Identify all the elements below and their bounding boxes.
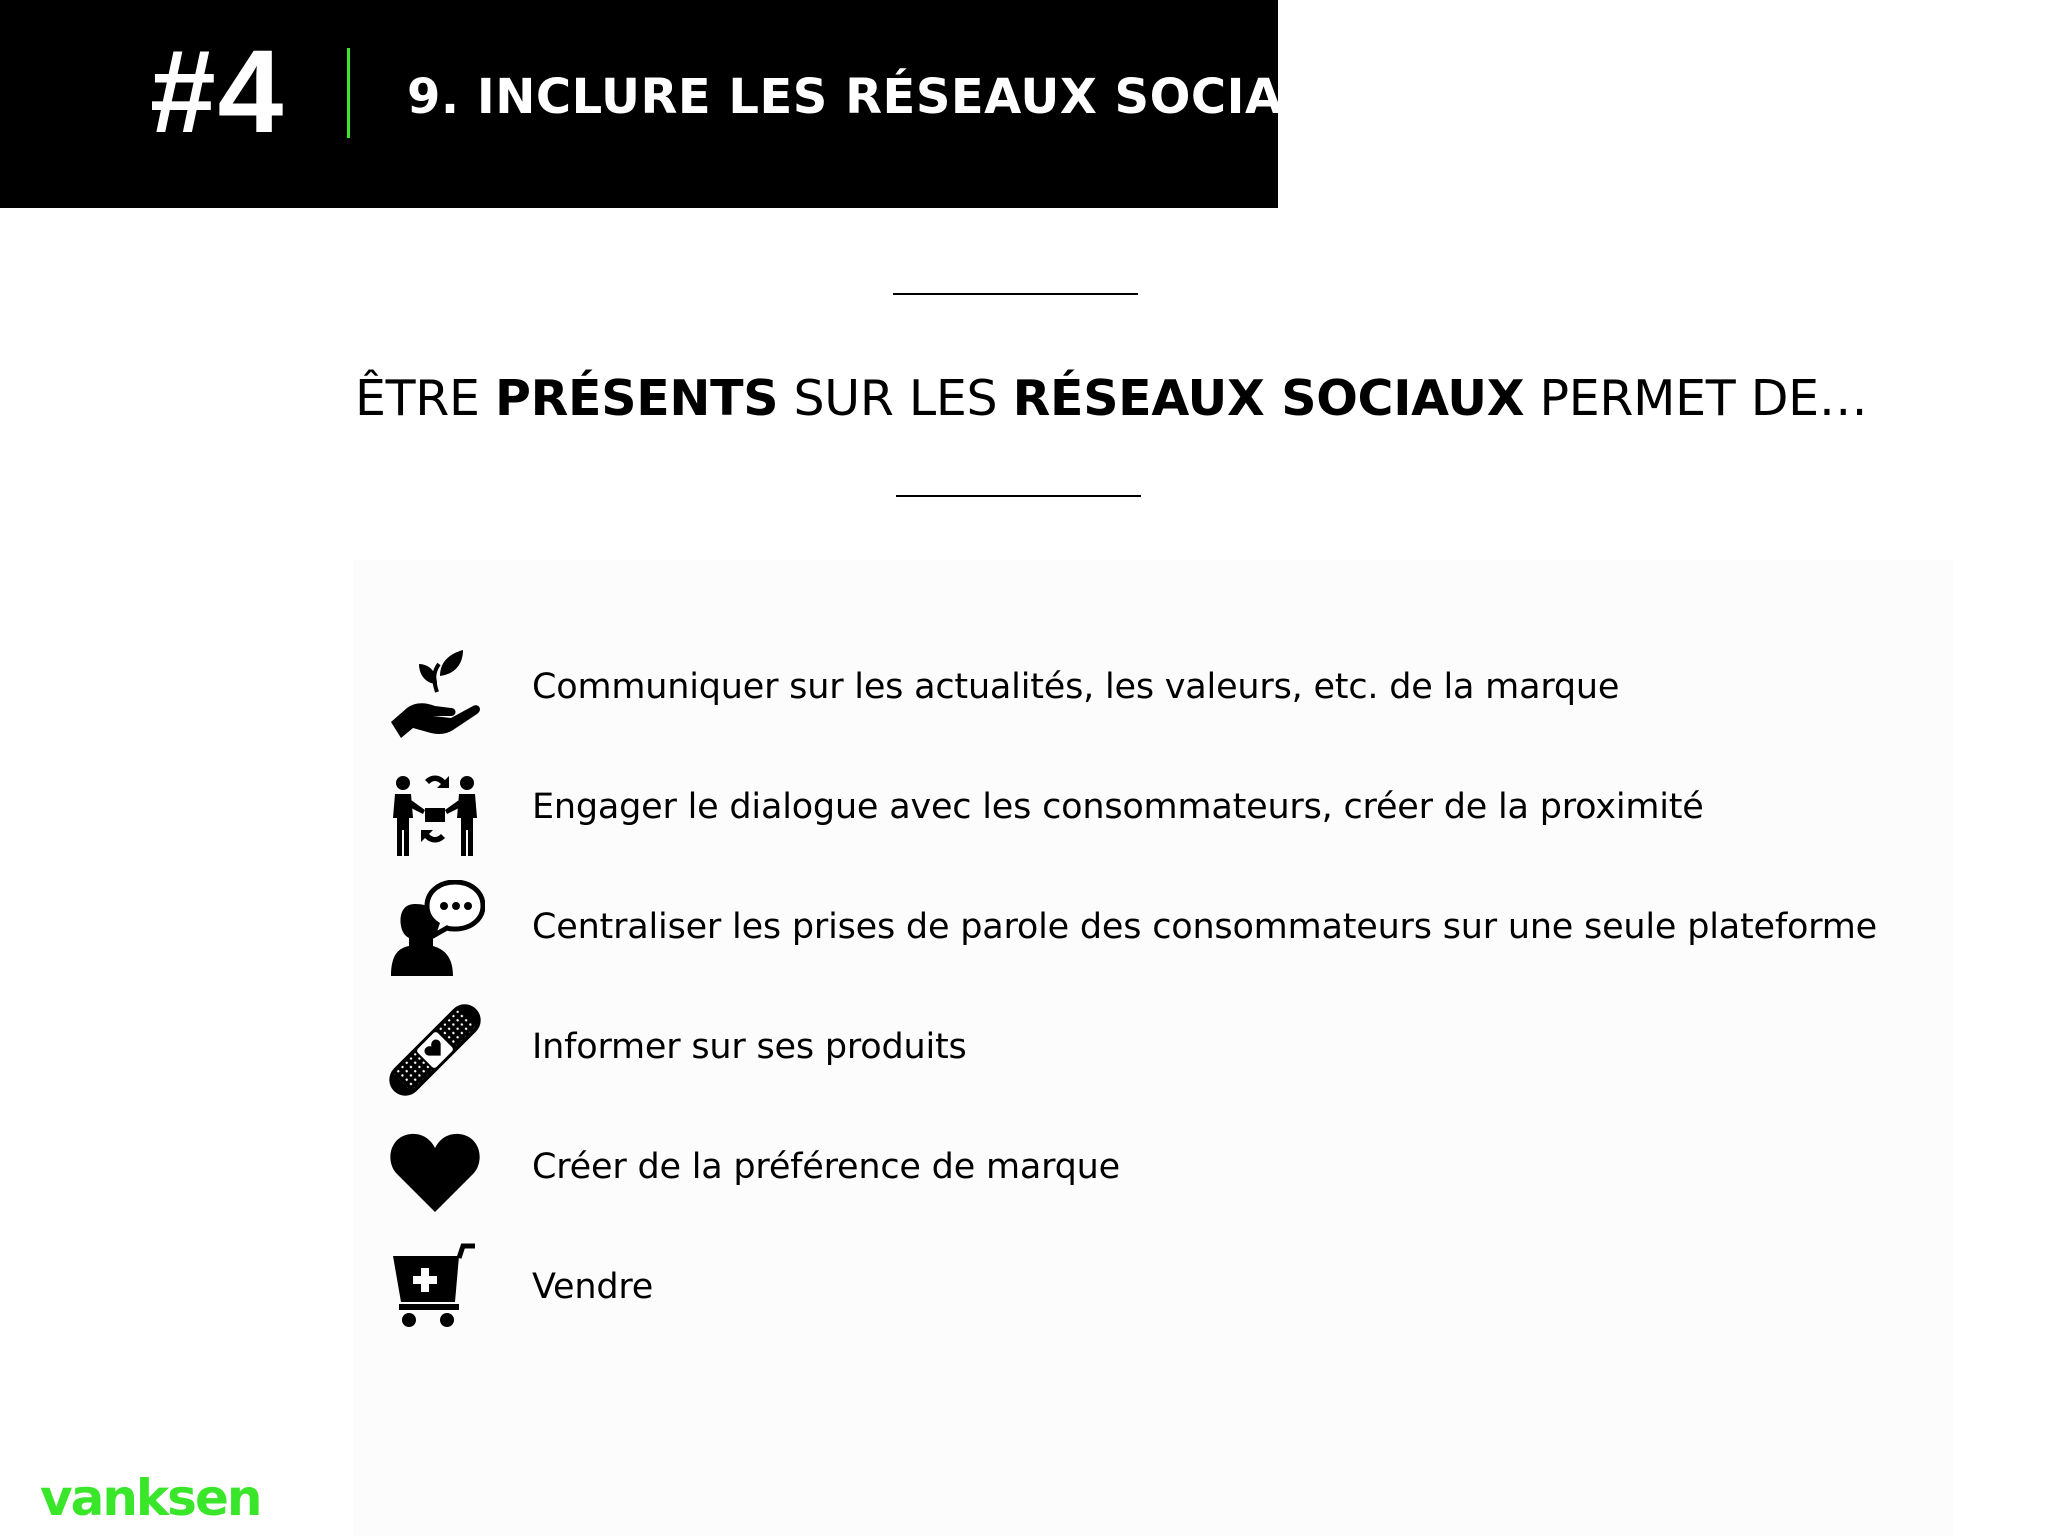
benefit-label: Informer sur ses produits xyxy=(532,1027,967,1067)
header-divider xyxy=(347,48,350,138)
section-number: #4 xyxy=(150,26,286,158)
headline-bold-1: PRÉSENTS xyxy=(494,370,779,427)
benefit-label: Engager le dialogue avec les consommateurs, créer de la proximité xyxy=(532,787,1704,827)
headline-part-1: ÊTRE xyxy=(355,370,495,427)
headline xyxy=(355,370,1868,429)
shopping-cart-icon xyxy=(385,1240,485,1340)
benefit-item xyxy=(385,1000,1885,1100)
benefit-item xyxy=(385,880,1885,980)
benefit-label: Communiquer sur les actualités, les valeurs, etc. de la marque xyxy=(532,667,1620,707)
benefit-label: Vendre xyxy=(532,1267,654,1307)
benefit-item xyxy=(385,760,1885,860)
benefit-item xyxy=(385,640,1885,740)
section-title: 9. INCLURE LES RÉSEAUX SOCIAUX xyxy=(407,69,1359,125)
hand-plant-icon xyxy=(385,640,485,740)
divider-bottom xyxy=(896,495,1141,497)
vanksen-logo: vanksen xyxy=(40,1469,261,1527)
divider-top xyxy=(893,293,1138,295)
person-speech-bubble-icon xyxy=(385,880,485,980)
benefit-label: Créer de la préférence de marque xyxy=(532,1147,1121,1187)
benefit-label: Centraliser les prises de parole des consommateurs sur une seule plateforme xyxy=(532,907,1877,947)
header-bar xyxy=(0,0,1359,208)
heart-icon xyxy=(385,1120,485,1220)
bandage-icon xyxy=(385,1000,485,1100)
benefit-item xyxy=(385,1240,1885,1340)
headline-part-2: SUR LES xyxy=(778,370,1013,427)
headline-bold-2: RÉSEAUX SOCIAUX xyxy=(1012,370,1525,427)
people-exchange-icon xyxy=(385,760,485,860)
benefit-item xyxy=(385,1120,1885,1220)
headline-part-3: PERMET DE… xyxy=(1524,370,1868,427)
